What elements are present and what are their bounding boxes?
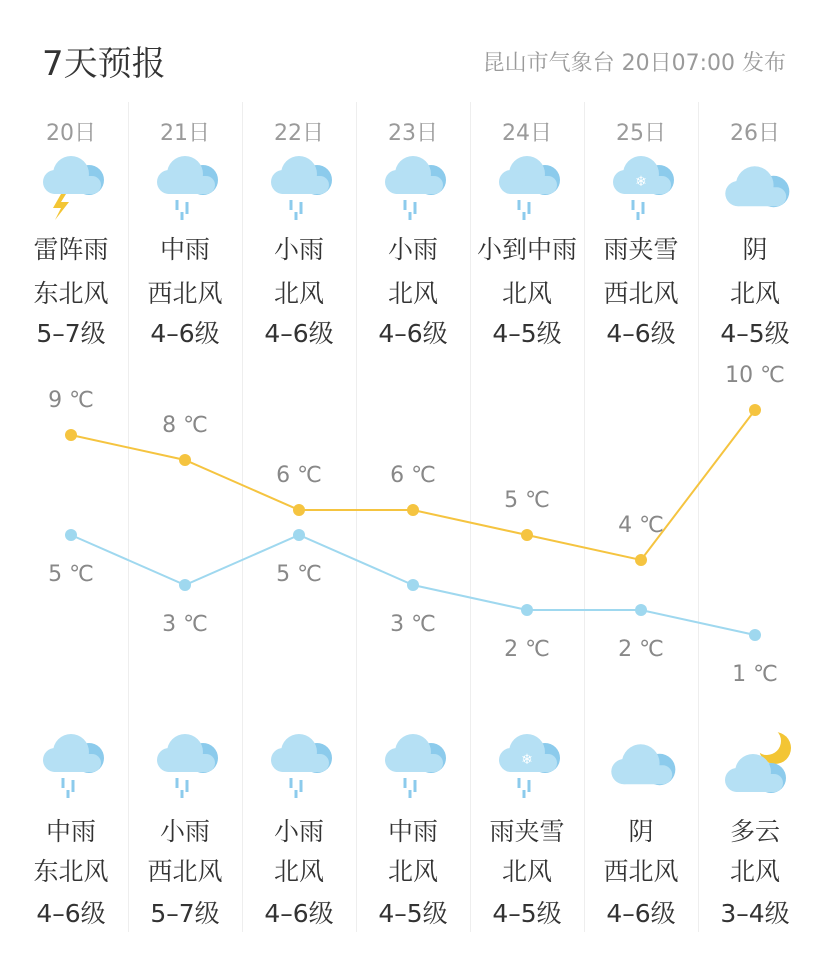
low-temp-label: 5 ℃ (276, 562, 322, 587)
day-weather: 雷阵雨 (33, 235, 109, 264)
night-weather: 多云 (729, 817, 780, 846)
day-weather: 小雨 (387, 235, 438, 264)
day-wind-direction: 西北风 (603, 279, 679, 308)
high-temp-label: 4 ℃ (618, 513, 664, 538)
day-wind-level: 4–6级 (378, 319, 448, 348)
date-label: 21日 (160, 121, 210, 146)
high-temp-label: 6 ℃ (276, 463, 322, 488)
sleet-icon (603, 150, 679, 226)
night-wind-level: 4–5级 (378, 899, 448, 928)
partly-cloudy-night-icon (717, 728, 793, 804)
day-wind-direction: 西北风 (147, 279, 223, 308)
day-wind-level: 4–6级 (606, 319, 676, 348)
thunderstorm-icon (33, 150, 109, 226)
forecast-day-column (128, 110, 242, 940)
svg-text:❄: ❄ (635, 174, 647, 190)
day-weather: 小到中雨 (476, 235, 577, 264)
night-weather: 雨夹雪 (489, 817, 565, 846)
night-wind-level: 4–6级 (606, 899, 676, 928)
day-wind-level: 4–5级 (492, 319, 562, 348)
day-weather: 阴 (742, 235, 768, 264)
rain-icon (375, 728, 451, 804)
day-wind-direction: 北风 (501, 279, 552, 308)
day-wind-direction: 东北风 (33, 279, 109, 308)
forecast-day-column (242, 110, 356, 940)
night-weather: 中雨 (387, 817, 438, 846)
sleet-icon (489, 728, 565, 804)
night-wind-level: 4–6级 (36, 899, 106, 928)
night-wind-level: 3–4级 (720, 899, 790, 928)
low-temp-label: 3 ℃ (390, 612, 436, 637)
high-temp-label: 9 ℃ (48, 388, 94, 413)
rain-icon (147, 728, 223, 804)
night-weather: 小雨 (159, 817, 210, 846)
forecast-day-column (584, 110, 698, 940)
rain-icon (375, 150, 451, 226)
day-wind-direction: 北风 (273, 279, 324, 308)
high-temp-label: 8 ℃ (162, 413, 208, 438)
low-temp-label: 1 ℃ (732, 662, 778, 687)
overcast-icon (603, 728, 679, 804)
day-weather: 小雨 (273, 235, 324, 264)
svg-text:❄: ❄ (521, 752, 533, 768)
night-weather: 阴 (628, 817, 654, 846)
high-temp-label: 10 ℃ (725, 363, 785, 388)
day-wind-direction: 北风 (729, 279, 780, 308)
night-wind-level: 4–5级 (492, 899, 562, 928)
forecast-day-column (14, 110, 128, 940)
day-wind-level: 4–5级 (720, 319, 790, 348)
night-weather: 中雨 (45, 817, 96, 846)
forecast-day-column (470, 110, 584, 940)
rain-icon (33, 728, 109, 804)
rain-icon (261, 728, 337, 804)
rain-icon (489, 150, 565, 226)
night-wind-direction: 北风 (387, 857, 438, 886)
overcast-icon (717, 150, 793, 226)
low-temp-label: 2 ℃ (618, 637, 664, 662)
night-wind-level: 4–6级 (264, 899, 334, 928)
date-label: 22日 (274, 121, 324, 146)
forecast-day-column (356, 110, 470, 940)
night-wind-direction: 西北风 (603, 857, 679, 886)
date-label: 24日 (502, 121, 552, 146)
publisher-info: 昆山市气象台 20日07:00 发布 (482, 51, 786, 76)
forecast-day-column (698, 110, 812, 940)
day-wind-level: 5–7级 (36, 319, 106, 348)
day-wind-level: 4–6级 (150, 319, 220, 348)
low-temp-label: 3 ℃ (162, 612, 208, 637)
night-weather: 小雨 (273, 817, 324, 846)
rain-icon (147, 150, 223, 226)
date-label: 23日 (388, 121, 438, 146)
rain-icon (261, 150, 337, 226)
day-weather: 雨夹雪 (603, 235, 679, 264)
date-label: 26日 (730, 121, 780, 146)
day-weather: 中雨 (159, 235, 210, 264)
high-temp-label: 5 ℃ (504, 488, 550, 513)
day-wind-level: 4–6级 (264, 319, 334, 348)
night-wind-direction: 北风 (729, 857, 780, 886)
date-label: 20日 (46, 121, 96, 146)
page-title: 7天预报 (42, 44, 166, 84)
night-wind-direction: 东北风 (33, 857, 109, 886)
date-label: 25日 (616, 121, 666, 146)
low-temp-label: 2 ℃ (504, 637, 550, 662)
low-temp-label: 5 ℃ (48, 562, 94, 587)
night-wind-level: 5–7级 (150, 899, 220, 928)
night-wind-direction: 北风 (501, 857, 552, 886)
night-wind-direction: 西北风 (147, 857, 223, 886)
night-wind-direction: 北风 (273, 857, 324, 886)
high-temp-label: 6 ℃ (390, 463, 436, 488)
day-wind-direction: 北风 (387, 279, 438, 308)
